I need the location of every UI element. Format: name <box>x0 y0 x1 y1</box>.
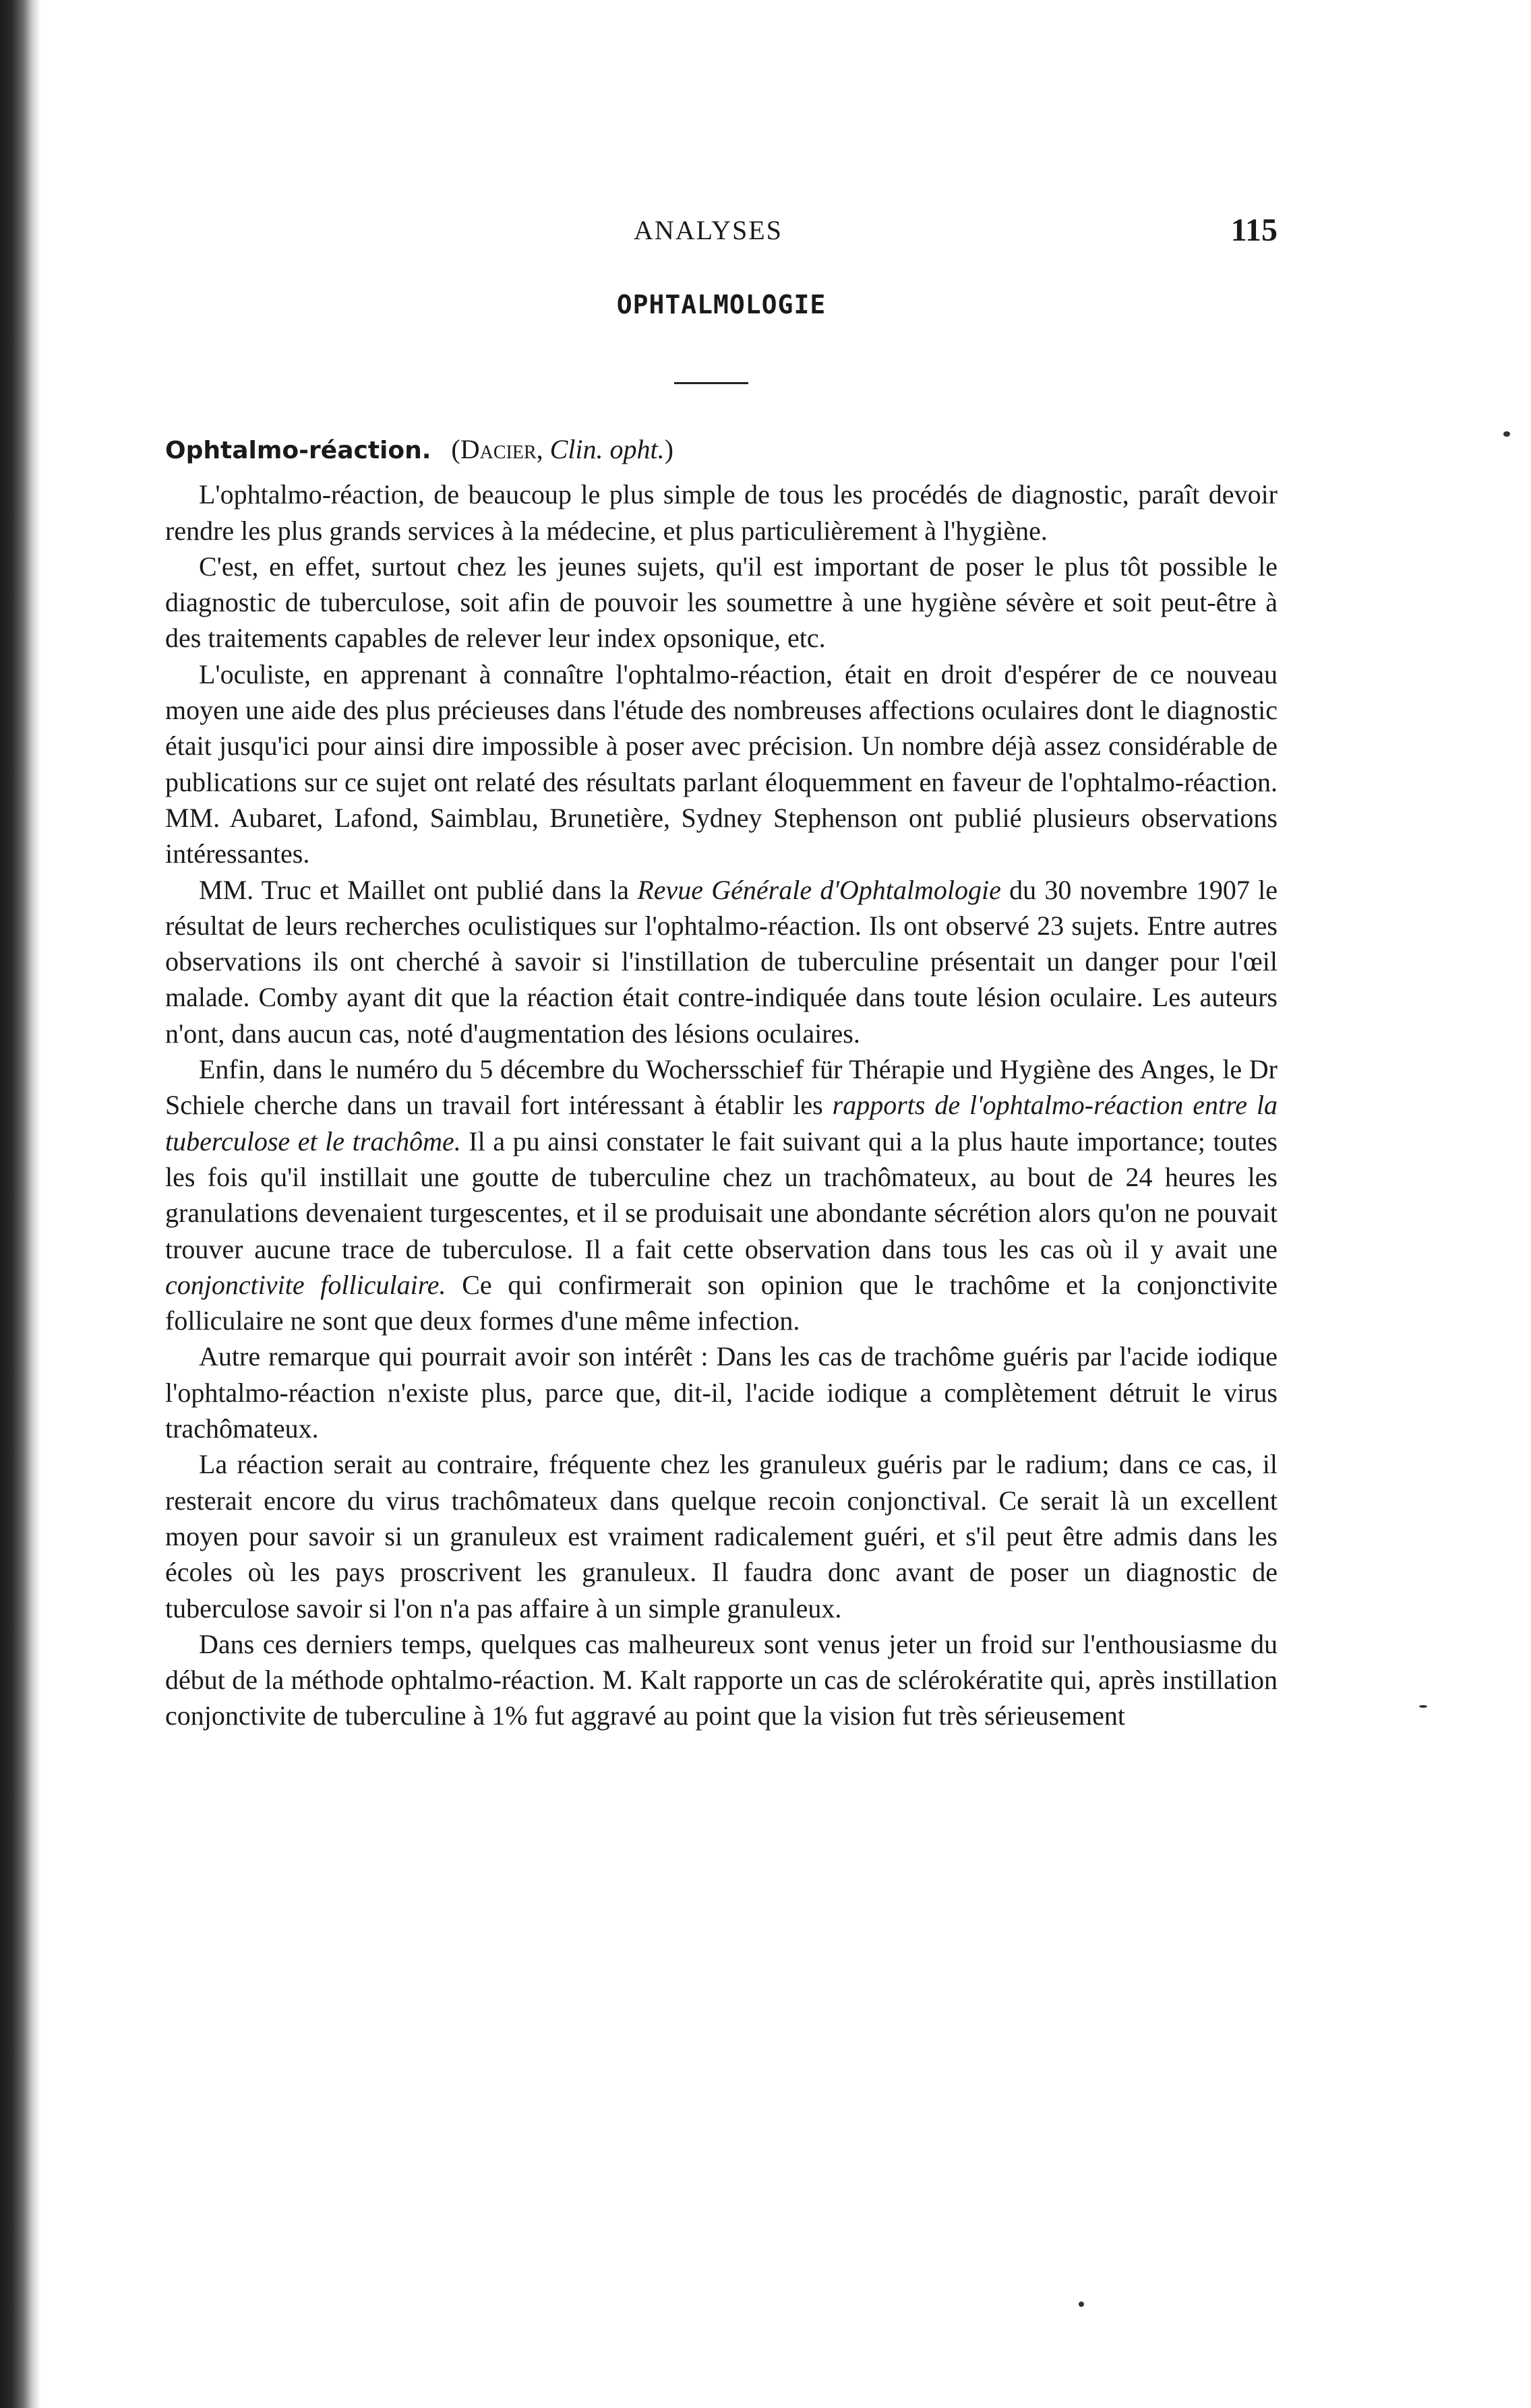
source-separator: , <box>536 434 550 464</box>
paragraph-6: Autre remarque qui pourrait avoir son intérêt : Dans les cas de trachôme guéris par l'acide iodique l'ophtalmo-réaction n'existe plus, parce que, dit-il, l'acide iodique a complètement détruit le virus trachômateux. <box>165 1341 1278 1444</box>
source-close: ) <box>664 434 673 464</box>
page-number: 115 <box>1230 212 1278 248</box>
paragraph-4: MM. Truc et Maillet ont publié dans la Revue Générale d'Ophtalmologie du 30 novembre 1907 le résultat de leurs recherches oculistiques sur l'ophtalmo-réaction. Ils ont observé 23 sujets. Entre autres observations ils ont cherché à savoir si l'instillation de tuberculine présentait un danger pour l'œil malade. Comby ayant dit que la réaction était contre-indiquée dans toute lésion oculaire. Les auteurs n'ont, dans aucun cas, noté d'augmentation des lésions oculaires. <box>165 874 1278 1049</box>
running-head-section: ANALYSES <box>634 215 783 245</box>
italic-phrase-conjonctivite: conjonctivite folliculaire. <box>165 1269 446 1300</box>
margin-speck <box>1079 2302 1084 2307</box>
article-heading <box>165 431 1278 468</box>
journal-title: Revue Générale d'Ophtalmologie <box>637 874 1001 905</box>
paragraph-8: Dans ces derniers temps, quelques cas malheureux sont venus jeter un froid sur l'enthousiasme du début de la méthode ophtalmo-réaction. M. Kalt rapporte un cas de sclérokératite qui, après instillation conjonctivite de tuberculine à 1% fut aggravé au point que la vision fut très sérieusement <box>165 1628 1278 1731</box>
paragraph-2: C'est, en effet, surtout chez les jeunes sujets, qu'il est important de poser le plus tôt possible le diagnostic de tuberculose, soit afin de pouvoir les soumettre à une hygiène sévère et soit peut-être à des traitements capables de relever leur index opsonique, etc. <box>165 551 1278 654</box>
separator-rule <box>674 382 748 384</box>
italic-phrase-rapports: rapports de l'ophtalmo-réaction entre la tuberculose et le trachôme. <box>165 1090 1278 1156</box>
article-title: Ophtalmo-réaction. <box>165 437 431 464</box>
running-head <box>165 214 1278 255</box>
source-author: Dacier <box>460 434 537 464</box>
paragraph-7: La réaction serait au contraire, fréquente chez les granuleux guéris par le radium; dans ce cas, il resterait encore du virus trachômateux dans quelque recoin conjonctival. Ce serait là un excellent moyen pour savoir si un granuleux est vraiment radicalement guéri, et s'il peut être admis dans les écoles où les pays proscrivent les granuleux. Il faudra donc avant de poser un diagnostic de tuberculose savoir si l'on n'a pas affaire à un simple granuleux. <box>165 1449 1278 1624</box>
margin-speck <box>1503 431 1510 437</box>
section-title: OPHTALMOLOGIE <box>616 290 827 319</box>
margin-speck <box>1419 1705 1427 1708</box>
source-journal: Clin. opht. <box>549 434 665 464</box>
source-open: ( <box>451 434 460 464</box>
paragraph-5: Enfin, dans le numéro du 5 décembre du Wochersschief für Thérapie und Hygiène des Anges, le Dr Schiele cherche dans un travail fort intéressant à établir les rapports de l'ophtalmo-réaction entre la tuberculose et le trachôme. Il a pu ainsi constater le fait suivant qui a la plus haute importance; toutes les fois qu'il instillait une goutte de tuberculine chez un trachômateux, au bout de 24 heures les granulations devenaient turgescentes, et il se produisait une abondante sécrétion alors qu'on ne pouvait trouver aucune trace de tuberculose. Il a fait cette observation dans tous les cas où il y avait une conjonctivite folliculaire. Ce qui confirmerait son opinion que le trachôme et la conjonctivite folliculaire ne sont que deux formes d'une même infection. <box>165 1054 1278 1336</box>
article-source <box>451 434 673 464</box>
scan-binding-edge <box>0 0 40 2408</box>
paragraph-1: L'ophtalmo-réaction, de beaucoup le plus simple de tous les procédés de diagnostic, paraît devoir rendre les plus grands services à la médecine, et plus particulièrement à l'hygiène. <box>165 479 1278 546</box>
article <box>165 431 1278 1734</box>
paragraph-3: L'oculiste, en apprenant à connaître l'ophtalmo-réaction, était en droit d'espérer de ce nouveau moyen une aide des plus précieuses dans l'étude des nombreuses affections oculaires dont le diagnostic était jusqu'ici pour ainsi dire impossible à poser avec précision. Un nombre déjà assez considérable de publications sur ce sujet ont relaté des résultats parlant éloquemment en faveur de l'ophtalmo-réaction. MM. Aubaret, Lafond, Saimblau, Brunetière, Sydney Stephenson ont publié plusieurs observations intéressantes. <box>165 658 1278 869</box>
